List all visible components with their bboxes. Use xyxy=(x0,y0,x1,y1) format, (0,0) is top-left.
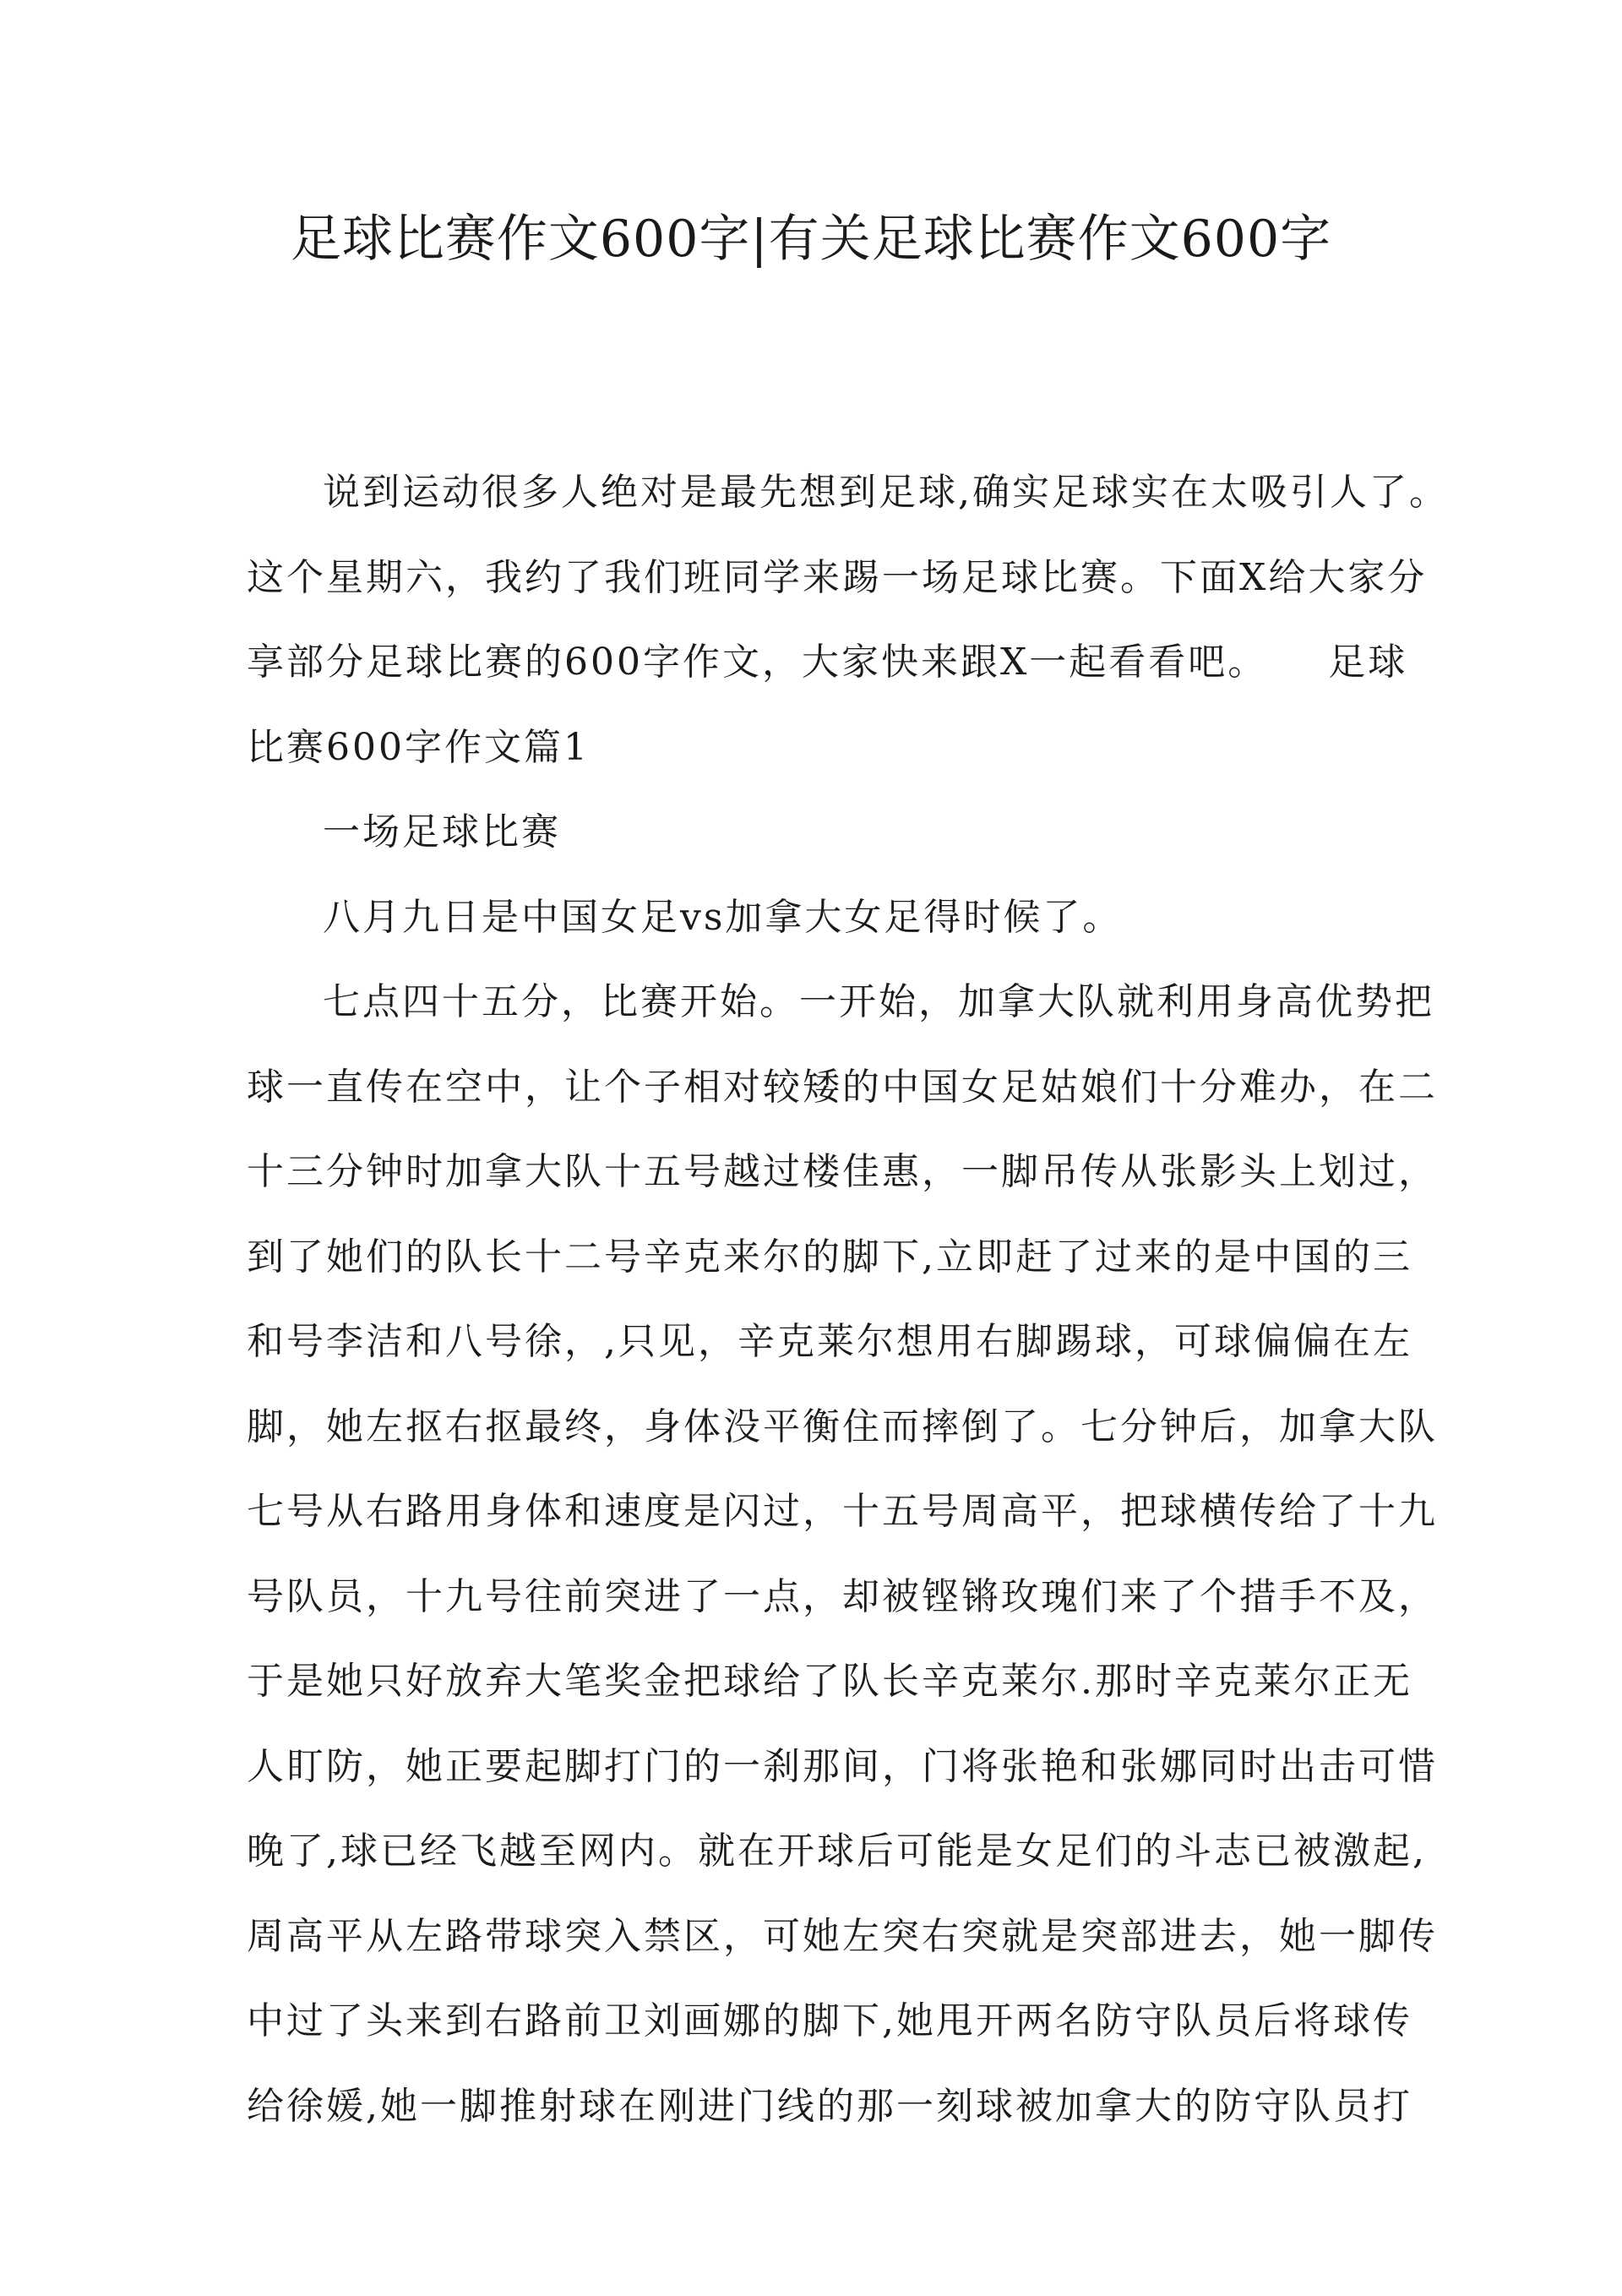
paragraph-line: 给徐媛,她一脚推射球在刚进门线的那一刻球被加拿大的防守队员打 xyxy=(247,2084,1412,2128)
paragraph-line: 人盯防，她正要起脚打门的一刹那间，门将张艳和张娜同时出击可惜 xyxy=(247,1744,1438,1788)
paragraph-line: 比赛600字作文篇1 xyxy=(247,725,590,769)
paragraph-line: 和号李洁和八号徐，,只见，辛克莱尔想用右脚踢球，可球偏偏在左 xyxy=(247,1320,1412,1363)
paragraph-line: 于是她只好放弃大笔奖金把球给了队长辛克莱尔.那时辛克莱尔正无 xyxy=(247,1660,1412,1703)
paragraph-line: 晚了,球已经飞越至网内。就在开球后可能是女足们的斗志已被激起, xyxy=(247,1830,1427,1873)
paragraph-line: 脚，她左抠右抠最终，身体没平衡住而摔倒了。七分钟后，加拿大队 xyxy=(247,1404,1438,1448)
paragraph-line: 七号从右路用身体和速度是闪过，十五号周高平，把球横传给了十九 xyxy=(247,1490,1438,1533)
paragraph-line: 到了她们的队长十二号辛克来尔的脚下,立即赶了过来的是中国的三 xyxy=(247,1235,1412,1279)
paragraph-line: 中过了头来到右路前卫刘画娜的脚下,她甩开两名防守队员后将球传 xyxy=(247,1999,1412,2042)
paragraph-line: 一场足球比赛 xyxy=(323,810,561,854)
document-title: 足球比赛作文600字|有关足球比赛作文600字 xyxy=(290,210,1332,269)
paragraph-line: 这个星期六，我约了我们班同学来踢一场足球比赛。下面X给大家分 xyxy=(247,555,1428,599)
paragraph-line: 说到运动很多人绝对是最先想到足球,确实足球实在太吸引人了。 xyxy=(323,471,1449,514)
paragraph-line: 七点四十五分，比赛开始。一开始，加拿大队就利用身高优势把 xyxy=(323,980,1434,1023)
paragraph-line: 球一直传在空中，让个子相对较矮的中国女足姑娘们十分难办，在二 xyxy=(247,1065,1438,1109)
paragraph-line: 周高平从左路带球突入禁区，可她左突右突就是突部进去，她一脚传 xyxy=(247,1914,1438,1958)
paragraph-line: 八月九日是中国女足vs加拿大女足得时候了。 xyxy=(323,895,1123,939)
paragraph-line: 十三分钟时加拿大队十五号越过楼佳惠，一脚吊传从张影头上划过， xyxy=(247,1150,1438,1193)
paragraph-line: 号队员，十九号往前突进了一点，却被铿锵玫瑰们来了个措手不及， xyxy=(247,1574,1438,1618)
paragraph-line: 享部分足球比赛的600字作文，大家快来跟X一起看看吧。 足球 xyxy=(247,641,1408,684)
